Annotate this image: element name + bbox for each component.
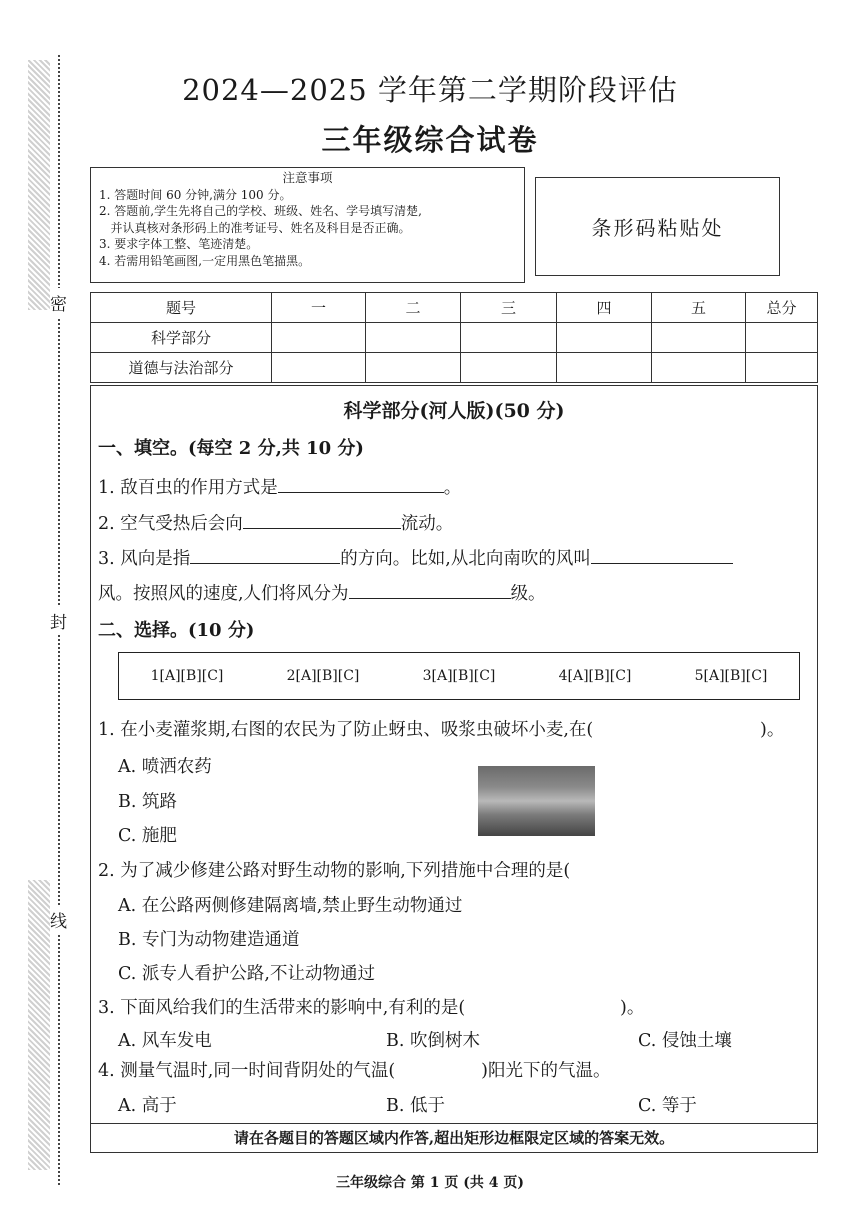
score-cell[interactable]	[272, 353, 366, 383]
fill-question-3: 3. 风向是指 的方向。比如,从北向南吹的风叫	[98, 545, 733, 570]
answer-option-group[interactable]: 2[A][B][C]	[286, 668, 360, 684]
exam-subtitle: 三年级综合试卷	[321, 123, 539, 157]
answer-option-group[interactable]: 3[A][B][C]	[422, 668, 496, 684]
notice-title: 注意事项	[282, 170, 333, 185]
answer-blank[interactable]	[243, 510, 401, 529]
choice-question-4: 4. 测量气温时,同一时间背阴处的气温( )阳光下的气温。	[98, 1061, 611, 1081]
answer-region-warning: 请在各题目的答题区域内作答,超出矩形边框限定区域的答案无效。	[233, 1129, 675, 1147]
choice-option[interactable]: C. 施肥	[118, 826, 177, 846]
divider	[90, 1123, 818, 1124]
table-header: 总分	[746, 293, 818, 323]
score-cell[interactable]	[557, 353, 652, 383]
table-header: 一	[272, 293, 366, 323]
answer-blank[interactable]	[278, 474, 444, 493]
score-cell[interactable]	[652, 323, 746, 353]
score-table	[90, 292, 818, 383]
table-header: 二	[366, 293, 461, 323]
table-row-label: 道德与法治部分	[91, 353, 272, 383]
score-cell[interactable]	[366, 353, 461, 383]
table-header: 四	[557, 293, 652, 323]
choice-option[interactable]: B. 筑路	[118, 792, 177, 812]
answer-blank[interactable]	[349, 580, 511, 599]
choice-question-3-end: )。	[620, 998, 645, 1018]
notice-line: 3. 要求字体工整、笔迹清楚。	[99, 237, 259, 251]
answer-option-group[interactable]: 4[A][B][C]	[558, 668, 632, 684]
choice-question-3: 3. 下面风给我们的生活带来的影响中,有利的是(	[98, 998, 466, 1018]
choice-option[interactable]: A. 风车发电	[118, 1031, 212, 1051]
choice-question-1-end: )。	[760, 720, 785, 740]
barcode-area: 条形码粘贴处	[535, 177, 780, 276]
choice-option[interactable]: C. 派专人看护公路,不让动物通过	[118, 964, 375, 984]
choice-option[interactable]: C. 侵蚀土壤	[638, 1031, 732, 1051]
score-cell[interactable]	[746, 323, 818, 353]
score-cell[interactable]	[461, 353, 557, 383]
score-cell[interactable]	[557, 323, 652, 353]
score-cell[interactable]	[652, 353, 746, 383]
notice-line: 2. 答题前,学生先将自己的学校、班级、姓名、学号填写清楚,	[99, 204, 422, 218]
notice-line: 4. 若需用铅笔画图,一定用黑色笔描黑。	[99, 253, 311, 268]
page-number: 三年级综合 第 1 页 (共 4 页)	[336, 1175, 524, 1191]
answer-blank[interactable]	[190, 545, 340, 564]
choice-option[interactable]: A. 喷洒农药	[118, 757, 212, 777]
score-cell[interactable]	[461, 323, 557, 353]
notice-box	[90, 167, 525, 283]
choice-option[interactable]: B. 吹倒树木	[386, 1031, 480, 1051]
answer-sheet-box	[118, 652, 800, 700]
choice-option[interactable]: A. 在公路两侧修建隔离墙,禁止野生动物通过	[118, 896, 463, 916]
fill-question-2: 2. 空气受热后会向 流动。	[98, 510, 453, 535]
score-cell[interactable]	[366, 323, 461, 353]
notice-line: 并认真核对条形码上的准考证号、姓名及科目是否正确。	[99, 220, 411, 235]
choice-option[interactable]: A. 高于	[118, 1096, 177, 1116]
part1-heading: 一、填空。(每空 2 分,共 10 分)	[98, 438, 364, 459]
choice-option[interactable]: B. 低于	[386, 1096, 445, 1116]
fill-question-3-cont: 风。按照风的速度,人们将风分为 级。	[98, 580, 546, 605]
seal-char-mi: 密	[50, 288, 67, 317]
answer-blank[interactable]	[591, 545, 733, 564]
choice-option[interactable]: C. 等于	[638, 1096, 697, 1116]
score-cell[interactable]	[272, 323, 366, 353]
scan-noise	[28, 880, 50, 1170]
table-header: 五	[652, 293, 746, 323]
choice-question-2: 2. 为了减少修建公路对野生动物的影响,下列措施中合理的是(	[98, 861, 571, 881]
choice-question-1: 1. 在小麦灌浆期,右图的农民为了防止蚜虫、吸浆虫破坏小麦,在(	[98, 720, 594, 740]
table-row-label: 科学部分	[91, 323, 272, 353]
seal-char-xian: 线	[50, 905, 67, 934]
answer-option-group[interactable]: 1[A][B][C]	[150, 668, 224, 684]
answer-option-group[interactable]: 5[A][B][C]	[694, 668, 768, 684]
notice-line: 1. 答题时间 60 分钟,满分 100 分。	[99, 187, 292, 202]
choice-option[interactable]: B. 专门为动物建造通道	[118, 930, 300, 950]
seal-char-feng: 封	[50, 606, 67, 635]
section-title: 科学部分(河人版)(50 分)	[343, 400, 565, 422]
table-header: 题号	[91, 293, 272, 323]
farmer-spraying-photo	[478, 766, 595, 836]
score-cell[interactable]	[746, 353, 818, 383]
fill-question-1: 1. 敌百虫的作用方式是 。	[98, 474, 461, 499]
table-header: 三	[461, 293, 557, 323]
exam-title: 2024—2025 学年第二学期阶段评估	[182, 73, 678, 107]
part2-heading: 二、选择。(10 分)	[98, 620, 255, 641]
